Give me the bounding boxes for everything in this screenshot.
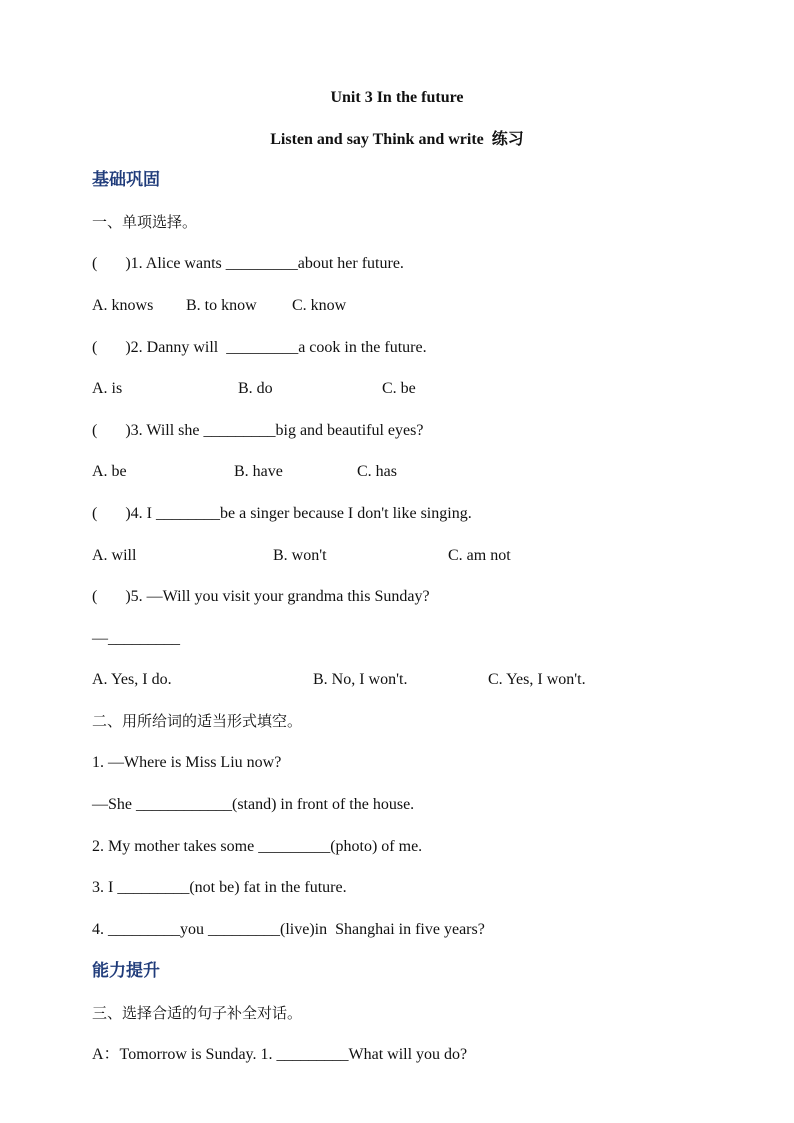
q2-option-a: A. is: [92, 380, 123, 397]
fill-1-answer: —She ____________(stand) in front of the house.: [92, 796, 415, 813]
fill-4: 4. _________you _________(live)in Shanghai in five years?: [92, 921, 485, 938]
question-1: ( )1. Alice wants _________about her future.: [92, 255, 404, 272]
q2-option-b: B. do: [238, 380, 273, 397]
q1-option-c: C. know: [292, 297, 347, 314]
q1-option-b: B. to know: [186, 297, 257, 314]
q5-option-c: C. Yes, I won't.: [488, 671, 586, 688]
section-advanced: 能力提升: [92, 961, 160, 981]
question-4: ( )4. I ________be a singer because I don't like singing.: [92, 505, 472, 522]
part1-heading: 一、单项选择。: [92, 213, 198, 231]
q5-answer-line: —_________: [92, 630, 180, 647]
dialogue-line-1: A：Tomorrow is Sunday. 1. _________What will you do?: [92, 1046, 468, 1063]
q3-option-b: B. have: [234, 463, 283, 480]
q5-option-a: A. Yes, I do.: [92, 671, 172, 688]
fill-3: 3. I _________(not be) fat in the future.: [92, 879, 347, 896]
question-3: ( )3. Will she _________big and beautiful eyes?: [92, 422, 424, 439]
fill-2: 2. My mother takes some _________(photo) of me.: [92, 838, 423, 855]
fill-1-question: 1. —Where is Miss Liu now?: [92, 754, 282, 771]
page-title: Unit 3 In the future: [330, 89, 464, 106]
q1-option-a: A. knows: [92, 297, 154, 314]
q4-option-c: C. am not: [448, 547, 511, 564]
question-2: ( )2. Danny will _________a cook in the future.: [92, 339, 427, 356]
q2-option-c: C. be: [382, 380, 416, 397]
section-basic: 基础巩固: [92, 170, 160, 190]
q4-option-a: A. will: [92, 547, 137, 564]
q3-option-a: A. be: [92, 463, 127, 480]
part3-heading: 三、选择合适的句子补全对话。: [92, 1004, 303, 1022]
part2-heading: 二、用所给词的适当形式填空。: [92, 712, 303, 730]
page-subtitle: Listen and say Think and write 练习: [270, 131, 524, 148]
q5-option-b: B. No, I won't.: [313, 671, 408, 688]
q4-option-b: B. won't: [273, 547, 327, 564]
q3-option-c: C. has: [357, 463, 397, 480]
question-5: ( )5. —Will you visit your grandma this Sunday?: [92, 588, 430, 605]
